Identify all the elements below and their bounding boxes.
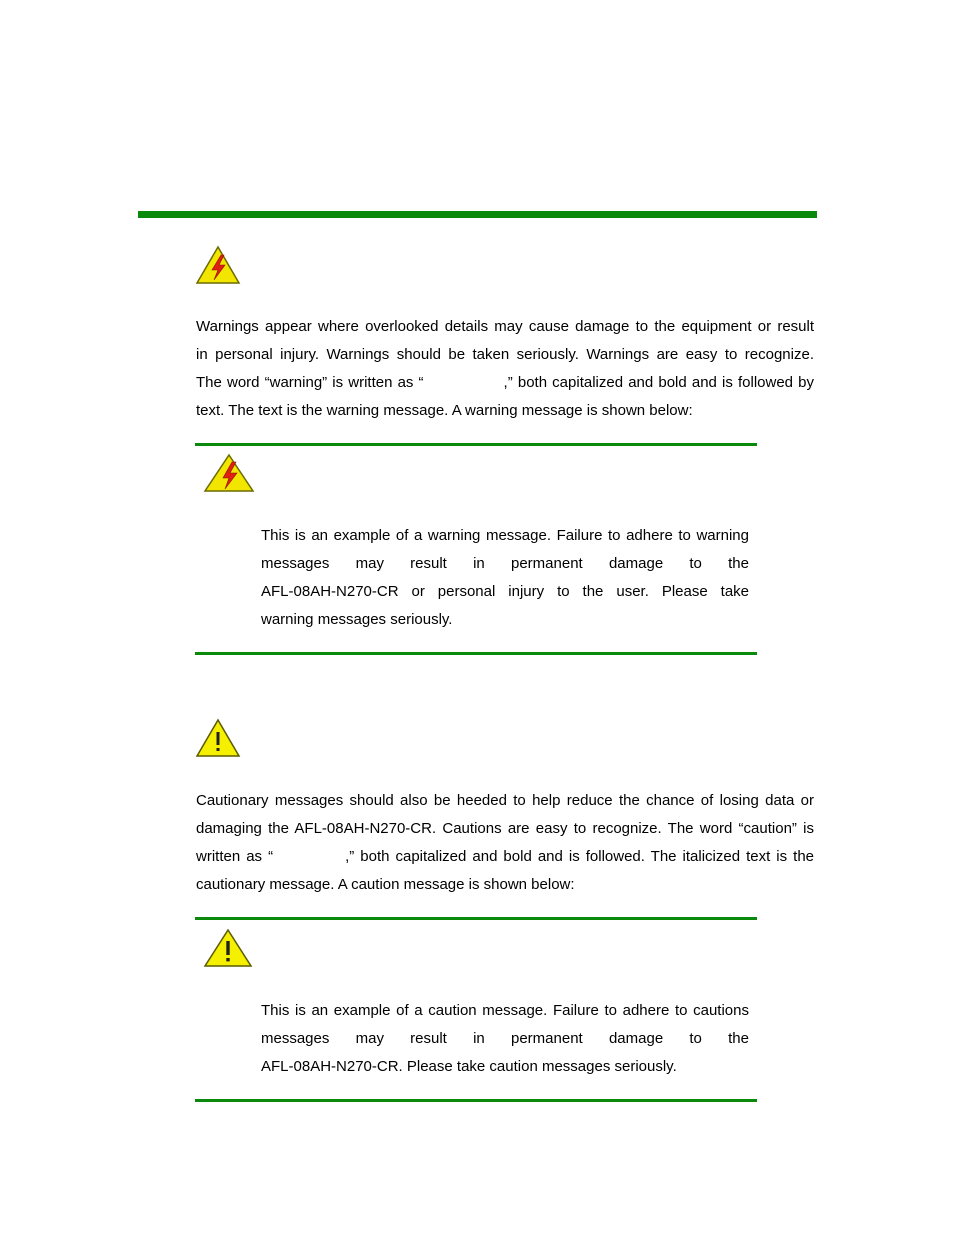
- warning-line-4: text. The text is the warning message. A warning message is shown below:: [196, 402, 693, 419]
- section-top-rule: [138, 211, 817, 218]
- caution-box-top-rule: [195, 917, 757, 920]
- warning-line-2: in personal injury. Warnings should be taken seriously. Warnings are easy to recognize.: [196, 346, 814, 363]
- warning-box-top-rule: [195, 443, 757, 446]
- caution-exclamation-icon: [195, 718, 241, 758]
- warning-line-3-end: ,” both capitalized and bold and is followed by: [503, 374, 814, 391]
- warning-example-line-3: AFL-08AH-N270-CR or personal injury to the user. Please take: [261, 583, 749, 600]
- warning-line-3-start: The word “warning” is written as “: [196, 374, 424, 391]
- caution-example-message: [261, 997, 749, 1081]
- warning-lightning-icon: [195, 245, 241, 285]
- caution-line-3-end: ,” both capitalized and bold and is followed. The italicized text is the: [345, 848, 815, 865]
- warning-example-message: [261, 522, 749, 634]
- warning-example-line-2: messages may result in permanent damage to the: [261, 555, 749, 572]
- caution-box-bottom-rule: [195, 1099, 757, 1102]
- caution-line-2: damaging the AFL-08AH-N270-CR. Cautions are easy to recognize. The word “caution” is: [196, 820, 814, 837]
- caution-description: [196, 787, 814, 899]
- warning-line-3: [196, 369, 814, 397]
- warning-example-line-1: This is an example of a warning message. Failure to adhere to warning: [261, 527, 749, 544]
- warning-line-1: Warnings appear where overlooked details may cause damage to the equipment or result: [196, 318, 814, 335]
- caution-exclamation-icon: [203, 928, 253, 968]
- caution-line-3: [196, 843, 814, 871]
- warning-box-bottom-rule: [195, 652, 757, 655]
- warning-example-line-4: warning messages seriously.: [261, 611, 453, 628]
- caution-example-line-1: This is an example of a caution message. Failure to adhere to cautions: [261, 1002, 749, 1019]
- caution-line-3-start: written as “: [196, 848, 274, 865]
- caution-example-line-3: AFL-08AH-N270-CR. Please take caution messages seriously.: [261, 1058, 677, 1075]
- caution-example-line-2: messages may result in permanent damage to the: [261, 1030, 749, 1047]
- caution-line-4: cautionary message. A caution message is shown below:: [196, 876, 575, 893]
- warning-lightning-icon: [203, 453, 255, 493]
- caution-line-1: Cautionary messages should also be heeded to help reduce the chance of losing data or: [196, 792, 814, 809]
- warning-description: [196, 313, 814, 425]
